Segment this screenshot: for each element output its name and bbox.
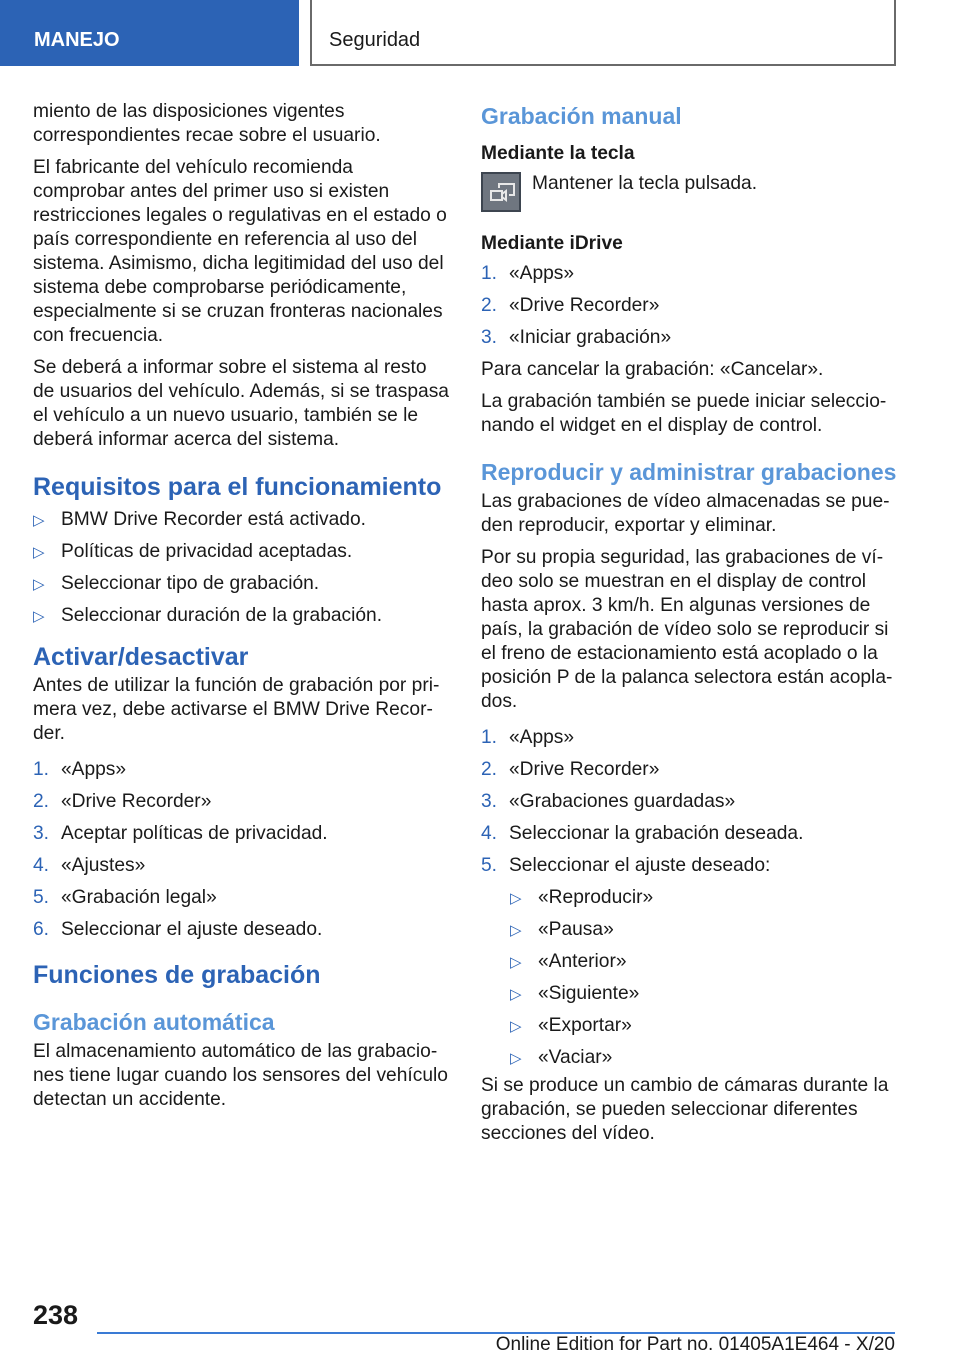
tecla-heading: Mediante la tecla [481,143,635,164]
closing-paragraph: Si se produce un cambio de cámaras durante la grabación, se pueden seleccionar diferentes secciones del vídeo. [481,1075,889,1144]
activar-intro: Antes de utilizar la función de grabación por primera vez, debe activarse el BMW Drive Recorder. [33,675,440,744]
list-item: 2. «Drive Recorder» [481,295,660,316]
intro-paragraph: El fabricante del vehículo recomienda comprobar antes del primer uso si existen restricciones legales o regulativas en el estado o país correspondiente en referencia al uso del sistema. Asimismo, dicha legitimidad del uso del sistema debe comprobarse periódicamente, especialmente si se cruzan fronteras nacionales con frecuencia. [33,157,447,346]
camera-recorder-icon [481,172,521,212]
list-item: 5. Seleccionar el ajuste deseado: [481,855,771,876]
list-item: ▷ «Pausa» [510,918,897,942]
cancel-paragraph: Para cancelar la grabación: «Cancelar». [481,359,824,380]
auto-heading: Grabación automática [33,1009,275,1035]
list-item: ▷ «Anterior» [510,950,897,974]
tecla-text: Mantener la tecla pulsada. [532,173,758,194]
activar-steps [33,758,449,942]
list-item: 2. «Drive Recorder» [33,791,212,812]
page-number: 238 [33,1300,79,1330]
left-column [33,100,449,1120]
list-item: 3. Aceptar políticas de privacidad. [33,823,328,844]
requisitos-list [33,508,449,628]
list-item: 3. «Grabaciones guardadas» [481,791,736,812]
list-item: 6. Seleccionar el ajuste deseado. [33,919,323,940]
list-item: 1. «Apps» [481,727,575,748]
list-item: ▷ Seleccionar duración de la grabación. [33,604,449,628]
list-item: ▷ «Vaciar» [510,1046,897,1070]
reproducir-steps [481,726,897,878]
list-item: 2. «Drive Recorder» [481,759,660,780]
list-item: 1. «Apps» [33,759,127,780]
list-item: ▷ «Siguiente» [510,982,897,1006]
chapter-title: Seguridad [310,0,896,66]
list-item: 4. «Ajustes» [33,855,146,876]
right-column [481,100,897,1154]
list-item: 4. Seleccionar la grabación deseada. [481,823,804,844]
triangle-bullet-icon: ▷ [510,890,522,907]
page-header [0,0,960,66]
list-item: ▷ Seleccionar tipo de grabación. [33,572,449,596]
requisitos-heading: Requisitos para el funcionamiento [33,473,442,501]
reproducir-paragraph: Por su propia seguridad, las grabaciones de vídeo solo se muestran en el display de control hasta aprox. 3 km/h. En algunas versiones de país, la grabación de vídeo solo se reproducir si el freno de estacionamiento está acoplado o la posición P de la palanca selectora están acoplados. [481,547,893,712]
list-item: ▷ «Reproducir» [510,886,897,910]
triangle-bullet-icon: ▷ [33,512,45,529]
key-row [481,172,897,212]
intro-paragraph: miento de las disposiciones vigentes correspondientes recae sobre el usuario. [33,101,381,146]
reproducir-heading: Reproducir y administrar grabaciones [481,459,897,485]
triangle-bullet-icon: ▷ [510,954,522,971]
idrive-heading: Mediante iDrive [481,233,623,254]
triangle-bullet-icon: ▷ [510,922,522,939]
manual-steps [481,262,897,350]
edition-note: Online Edition for Part no. 01405A1E464 - X/20 [495,1334,895,1355]
list-item: ▷ «Exportar» [510,1014,897,1038]
list-item: ▷ BMW Drive Recorder está activado. [33,508,449,532]
ajustes-sublist [510,886,897,1070]
list-item: ▷ Políticas de privacidad aceptadas. [33,540,449,564]
triangle-bullet-icon: ▷ [33,576,45,593]
activar-heading: Activar/desactivar [33,643,249,671]
list-item: 5. «Grabación legal» [33,887,217,908]
triangle-bullet-icon: ▷ [33,608,45,625]
manual-heading: Grabación manual [481,103,682,129]
list-item: 1. «Apps» [481,263,575,284]
intro-paragraph: Se deberá a informar sobre el sistema al resto de usuarios del vehículo. Además, si se traspasa el vehículo a un nuevo usuario, también se le deberá informar acerca del sistema. [33,357,449,450]
funciones-heading: Funciones de grabación [33,961,321,989]
reproducir-paragraph: Las grabaciones de vídeo almacenadas se pueden reproducir, exportar y eliminar. [481,491,890,536]
auto-paragraph: El almacenamiento automático de las grabaciones tiene lugar cuando los sensores del vehículo detectan un accidente. [33,1041,448,1110]
triangle-bullet-icon: ▷ [510,1018,522,1035]
triangle-bullet-icon: ▷ [510,986,522,1003]
section-tab: MANEJO [0,0,299,66]
triangle-bullet-icon: ▷ [33,544,45,561]
list-item: 3. «Iniciar grabación» [481,327,672,348]
triangle-bullet-icon: ▷ [510,1050,522,1067]
widget-paragraph: La grabación también se puede iniciar seleccionando el widget en el display de control. [481,391,887,436]
